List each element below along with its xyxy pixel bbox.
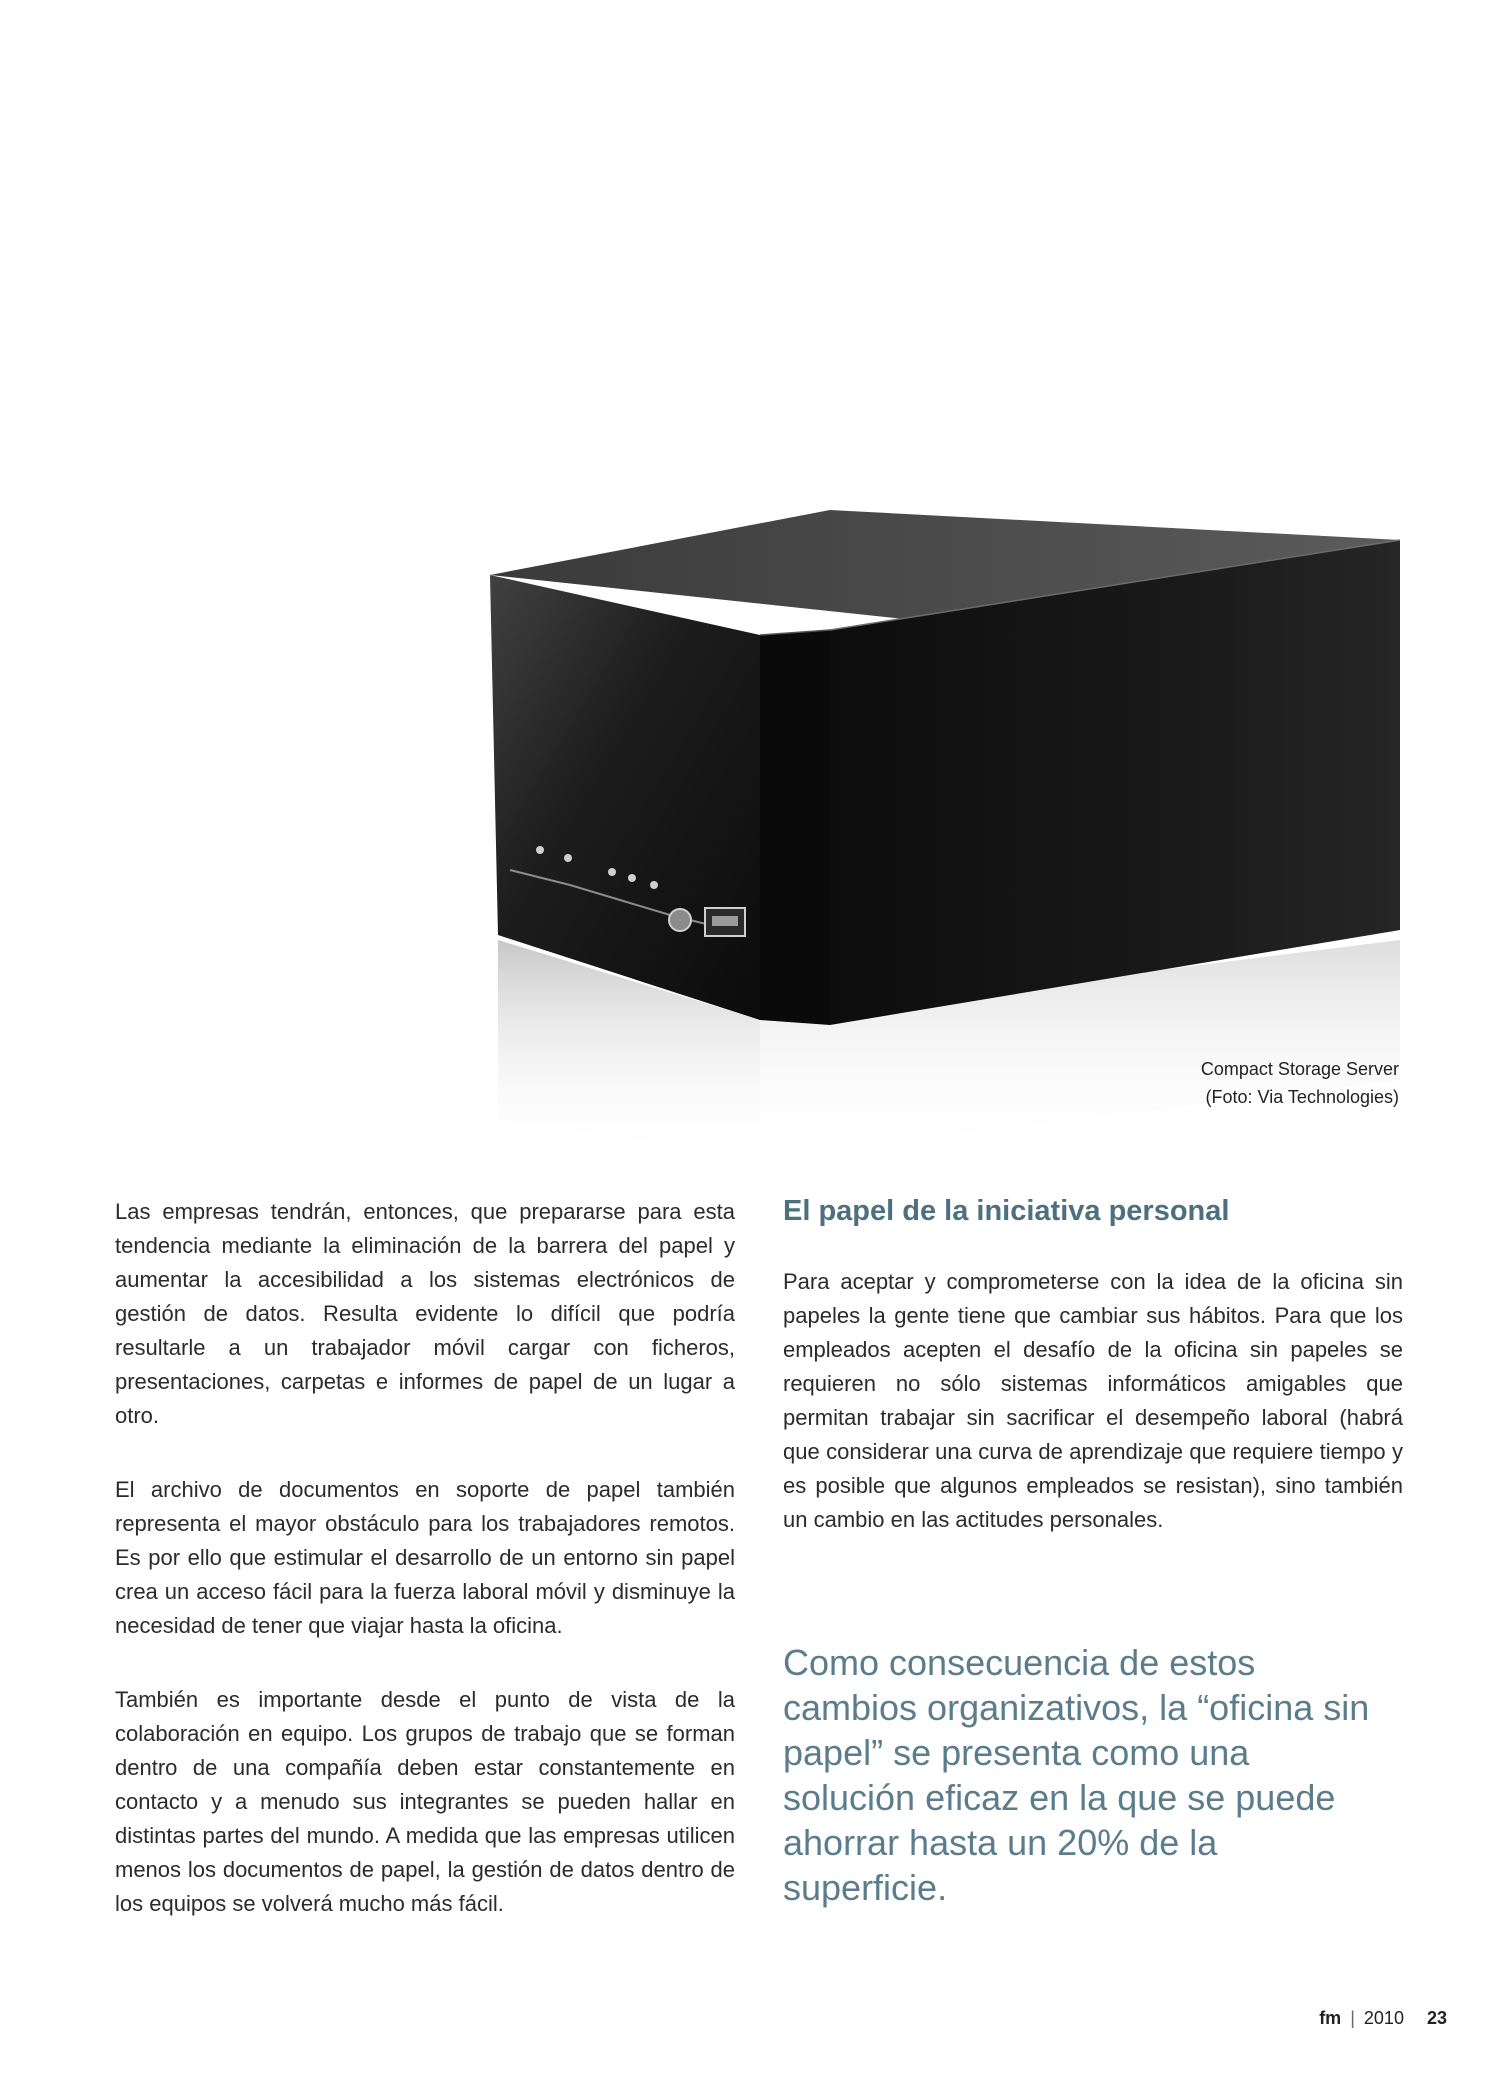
body-paragraph-1: Las empresas tendrán, entonces, que prepararse para esta tendencia mediante la eliminación de la barrera del papel y aumentar la accesibilidad a los sistemas electrónicos de gestión de datos. Resulta evidente lo difícil que podría resultarle a un trabajador móvil cargar con ficheros, presentaciones, carpetas e informes de papel de un lugar a otro.	[115, 1199, 735, 1428]
body-paragraph-2: El archivo de documentos en soporte de papel también representa el mayor obstáculo para los trabajadores remotos. Es por ello que estimular el desarrollo de un entorno sin papel crea un acceso fácil para la fuerza laboral móvil y disminuye la necesidad de tener que viajar hasta la oficina.	[115, 1477, 735, 1638]
right-column	[783, 1195, 1403, 1537]
left-column	[115, 1195, 735, 1921]
power-button-icon	[669, 909, 691, 931]
page-footer	[1319, 2008, 1447, 2029]
body-paragraph-3: También es importante desde el punto de vista de la colaboración en equipo. Los grupos de trabajo que se forman dentro de una compañía deben estar constantemente en contacto y a menudo sus integrantes se pueden hallar en distintas partes del mundo. A medida que las empresas utilicen menos los documentos de papel, la gestión de datos dentro de los equipos se volverá mucho más fácil.	[115, 1687, 735, 1916]
footer-separator: |	[1350, 2008, 1355, 2028]
issue-year: 2010	[1363, 2008, 1404, 2028]
pull-quote: Como consecuencia de estos cambios organizativos, la “oficina sin papel” se presenta como una solución eficaz en la que se puede ahorrar hasta un 20% de la superficie.	[783, 1642, 1370, 1908]
magazine-brand: fm	[1319, 2008, 1342, 2028]
caption-title: Compact Storage Server	[1200, 1059, 1399, 1079]
indicator-icon	[536, 846, 544, 854]
section-heading: El papel de la iniciativa personal	[783, 1195, 1230, 1227]
page-number: 23	[1426, 2008, 1447, 2028]
photo-caption	[1201, 1055, 1399, 1111]
caption-credit: (Foto: Via Technologies)	[1205, 1087, 1399, 1107]
body-paragraph-4: Para aceptar y comprometerse con la idea de la oficina sin papeles la gente tiene que cambiar sus hábitos. Para que los empleados acepten el desafío de la oficina sin papeles se requieren no sólo sistemas informáticos amigables que permitan trabajar sin sacrificar el desempeño laboral (habrá que considerar una curva de aprendizaje que requiere tiempo y es posible que algunos empleados se resistan), sino también un cambio en las actitudes personales.	[783, 1269, 1403, 1532]
